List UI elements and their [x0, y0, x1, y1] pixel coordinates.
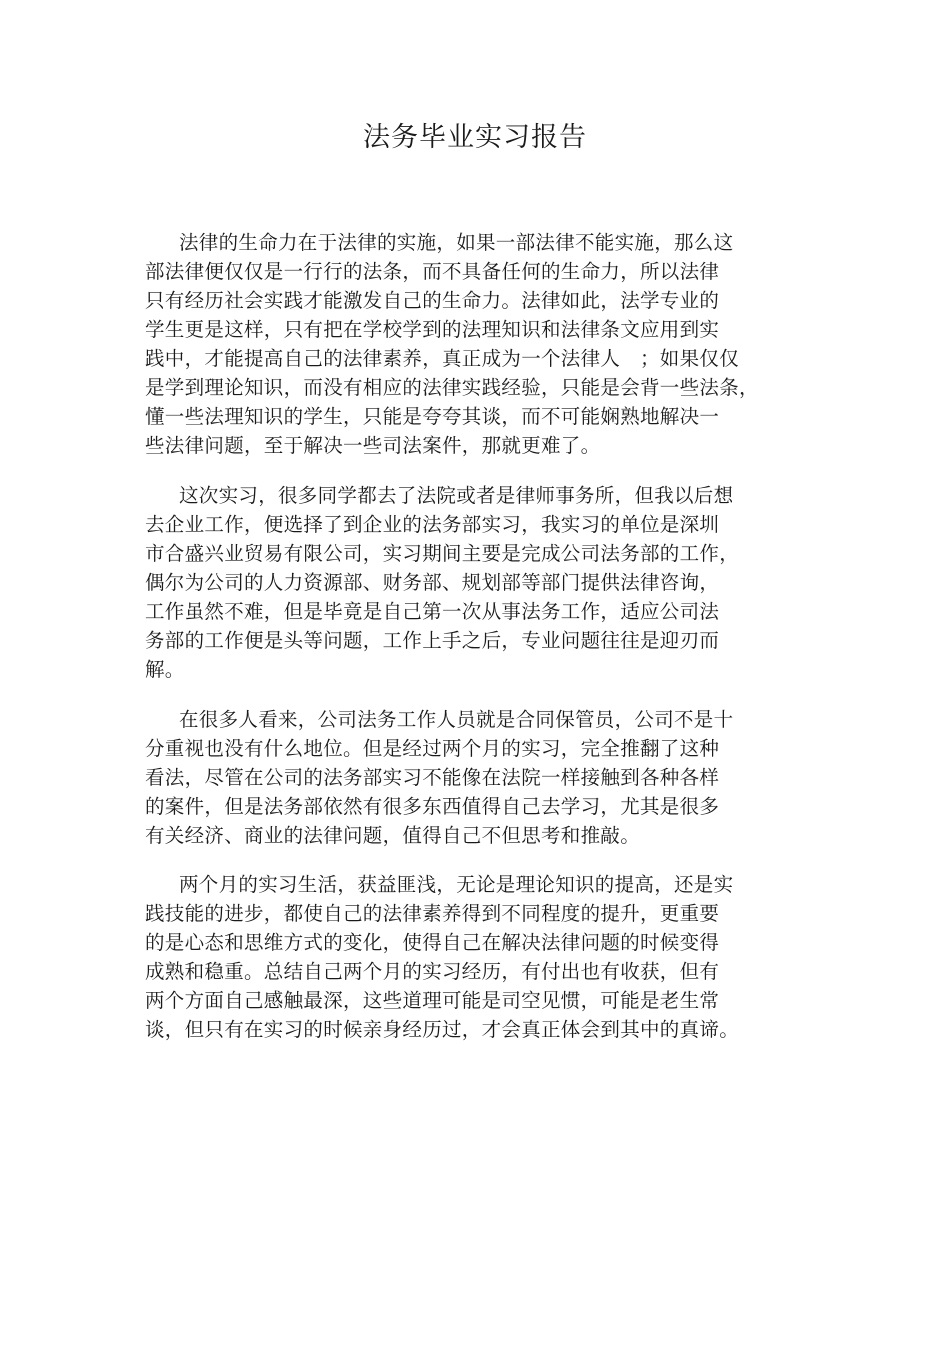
text-line: 只有经历社会实践才能激发自己的生命力。法律如此，法学专业的 [145, 289, 720, 312]
text-line: 是学到理论知识，而没有相应的法律实践经验，只能是会背一些法条， [145, 376, 759, 399]
text-line: 成熟和稳重。总结自己两个月的实习经历，有付出也有收获，但有 [145, 960, 720, 983]
paragraph-2 [145, 481, 785, 684]
text-line: 法律的生命力在于法律的实施，如果一部法律不能实施，那么这 [179, 231, 734, 254]
text-line: 谈，但只有在实习的时候亲身经历过，才会真正体会到其中的真谛。 [145, 1018, 740, 1041]
paragraph-1 [145, 228, 785, 460]
paragraph-3 [145, 705, 785, 850]
text-line: 两个月的实习生活，获益匪浅，无论是理论知识的提高，还是实 [179, 873, 734, 896]
text-line: 解。 [145, 658, 185, 681]
text-line: 两个方面自己感触最深，这些道理可能是司空见惯，可能是老生常 [145, 989, 720, 1012]
text-line: 践中，才能提高自己的法律素养，真正成为一个法律人 ；如果仅仅 [145, 347, 740, 370]
text-line: 部法律便仅仅是一行行的法条，而不具备任何的生命力，所以法律 [145, 260, 720, 283]
text-line: 的是心态和思维方式的变化，使得自己在解决法律问题的时候变得 [145, 931, 720, 954]
text-line: 市合盛兴业贸易有限公司，实习期间主要是完成公司法务部的工作， [145, 542, 740, 565]
text-line: 些法律问题，至于解决一些司法案件，那就更难了。 [145, 434, 601, 457]
text-line: 有关经济、商业的法律问题，值得自己不但思考和推敲。 [145, 824, 641, 847]
text-line: 分重视也没有什么地位。但是经过两个月的实习，完全推翻了这种 [145, 737, 720, 760]
text-line: 践技能的进步，都使自己的法律素养得到不同程度的提升，更重要 [145, 902, 720, 925]
text-line: 的案件，但是法务部依然有很多东西值得自己去学习，尤其是很多 [145, 795, 720, 818]
document-title: 法务毕业实习报告 [363, 122, 587, 153]
text-line: 懂一些法理知识的学生，只能是夸夸其谈，而不可能娴熟地解决一 [145, 405, 720, 428]
text-line: 看法，尽管在公司的法务部实习不能像在法院一样接触到各种各样 [145, 766, 720, 789]
text-line: 这次实习，很多同学都去了法院或者是律师事务所，但我以后想 [179, 484, 734, 507]
text-line: 在很多人看来，公司法务工作人员就是合同保管员，公司不是十 [179, 708, 734, 731]
text-line: 偶尔为公司的人力资源部、财务部、规划部等部门提供法律咨询， [145, 571, 720, 594]
text-line: 去企业工作，便选择了到企业的法务部实习，我实习的单位是深圳 [145, 513, 720, 536]
text-line: 务部的工作便是头等问题，工作上手之后，专业问题往往是迎刃而 [145, 629, 720, 652]
text-line: 工作虽然不难，但是毕竟是自己第一次从事法务工作，适应公司法 [145, 600, 720, 623]
text-line: 学生更是这样，只有把在学校学到的法理知识和法律条文应用到实 [145, 318, 720, 341]
paragraph-4 [145, 870, 785, 1044]
